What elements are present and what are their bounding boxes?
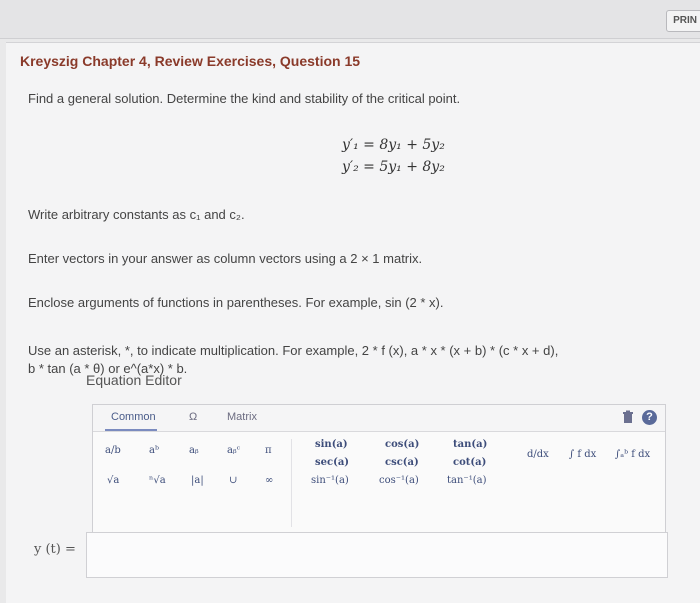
integral-button[interactable]: ∫ f dx: [569, 449, 597, 460]
nth-root-button[interactable]: ⁿ√a: [149, 475, 166, 486]
question-title: Kreyszig Chapter 4, Review Exercises, Question 15: [20, 53, 361, 69]
print-button[interactable]: PRIN: [666, 10, 700, 32]
infinity-button[interactable]: ∞: [265, 475, 274, 486]
cos-button[interactable]: cos(a): [385, 439, 420, 450]
tan-button[interactable]: tan(a): [453, 439, 488, 450]
tab-omega[interactable]: Ω: [189, 411, 198, 423]
tab-matrix[interactable]: Matrix: [227, 411, 257, 423]
union-button[interactable]: ∪: [229, 475, 238, 486]
answer-row: [0, 532, 700, 583]
answer-input[interactable]: [86, 532, 668, 578]
derivative-button[interactable]: d/dx: [527, 449, 549, 460]
sin-button[interactable]: sin(a): [315, 439, 348, 450]
csc-button[interactable]: csc(a): [385, 457, 419, 468]
instruction-parentheses: Enclose arguments of functions in parentheses. For example, sin (2 * x).: [28, 295, 444, 310]
equation-editor-label: Equation Editor: [86, 372, 182, 388]
editor-tabs: [93, 405, 665, 432]
active-tab-indicator: [105, 429, 157, 431]
power-button[interactable]: aᵇ: [149, 445, 159, 456]
sec-button[interactable]: sec(a): [315, 457, 350, 468]
instruction-constants: Write arbitrary constants as c₁ and c₂.: [28, 207, 245, 222]
question-prompt: Find a general solution. Determine the kind and stability of the critical point.: [28, 91, 461, 106]
top-bar: [0, 0, 700, 39]
instruction-asterisk-line2: b * tan (a * θ) or e^(a*x) * b.: [28, 361, 188, 376]
answer-label: y (t) =: [34, 542, 76, 557]
definite-integral-button[interactable]: ∫ₐᵇ f dx: [615, 449, 651, 460]
pi-button[interactable]: π: [265, 445, 272, 456]
help-icon[interactable]: ?: [642, 410, 657, 425]
equation-2: y′₂ = 5y₁ + 8y₂: [342, 159, 445, 175]
tab-common[interactable]: Common: [111, 411, 156, 423]
divider: [291, 439, 292, 527]
abs-button[interactable]: |a|: [191, 475, 204, 486]
sub-super-button[interactable]: aᵦᶜ: [227, 445, 241, 456]
instruction-vectors: Enter vectors in your answer as column vectors using a 2 × 1 matrix.: [28, 251, 423, 266]
equation-editor: [92, 404, 666, 546]
arccos-button[interactable]: cos⁻¹(a): [379, 475, 419, 486]
fraction-button[interactable]: a/b: [105, 445, 121, 456]
sqrt-button[interactable]: √a: [107, 475, 120, 486]
arcsin-button[interactable]: sin⁻¹(a): [311, 475, 349, 486]
cot-button[interactable]: cot(a): [453, 457, 487, 468]
trash-icon[interactable]: [621, 410, 635, 424]
subscript-button[interactable]: aᵦ: [189, 445, 199, 456]
arctan-button[interactable]: tan⁻¹(a): [447, 475, 487, 486]
instruction-asterisk-line1: Use an asterisk, *, to indicate multiplication. For example, 2 * f (x), a * x * (x + b) * (c * x + d),: [28, 343, 559, 358]
equation-1: y′₁ = 8y₁ + 5y₂: [342, 137, 445, 153]
